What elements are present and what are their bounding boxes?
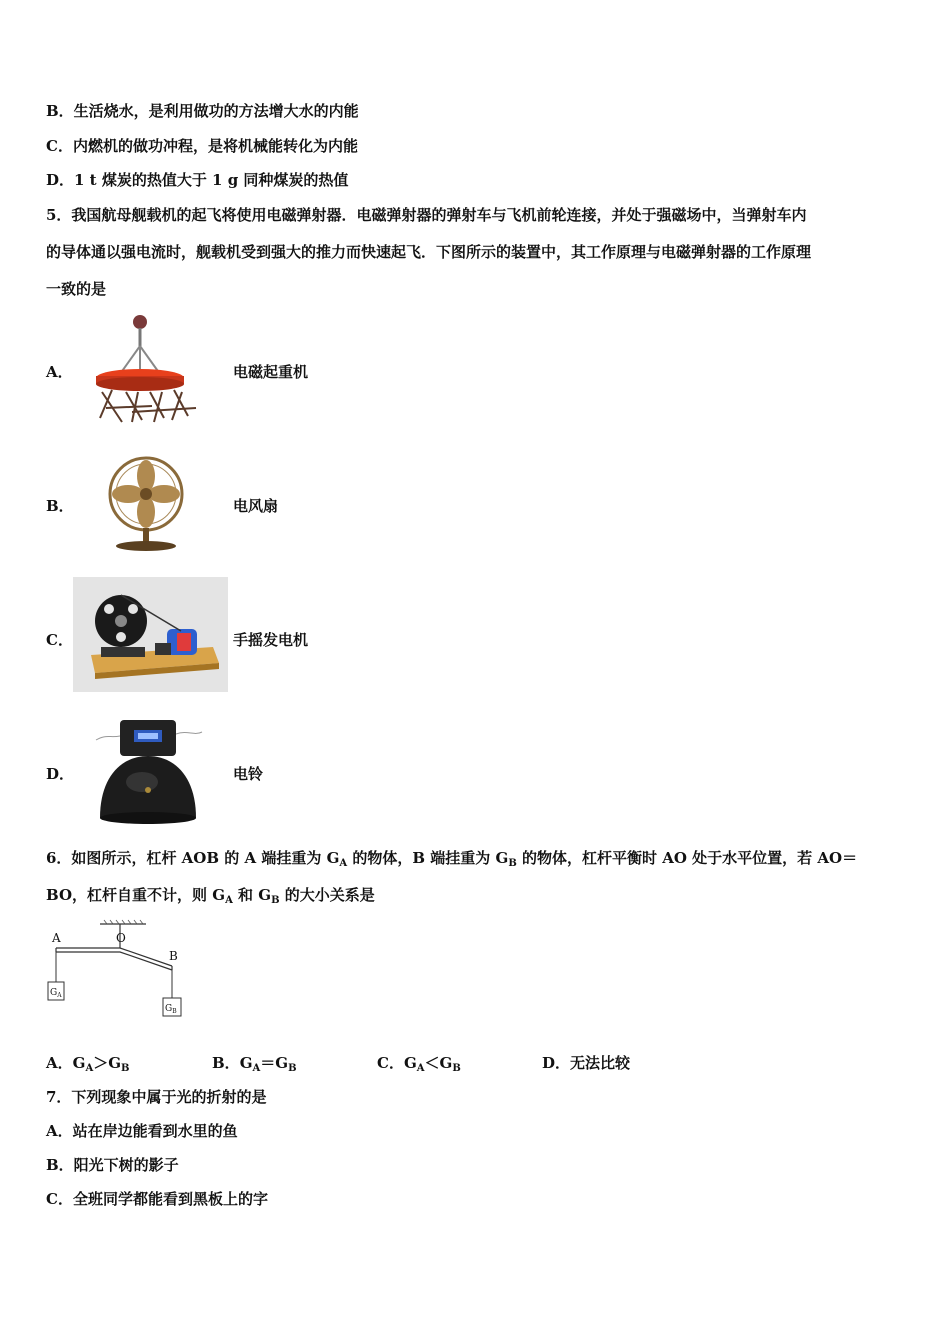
q6-option-b: B．$G_A=G_B$ [212,1054,297,1074]
weight-b-label: $G_B$ [165,1004,177,1015]
q4-option-c: C．内燃机的做功冲程，是将机械能转化为内能 [46,137,358,155]
q7-option-b: B．阳光下树的影子 [46,1156,179,1174]
q4-option-b: B．生活烧水，是利用做功的方法增大水的内能 [46,102,359,120]
electric-fan-icon [98,456,194,552]
q5-option-a-letter: A． [46,363,73,381]
q5-option-d-letter: D． [46,765,75,783]
q6-option-c: C．$G_A<G_B$ [377,1054,461,1074]
q6-stem-line-2: BO，杠杆自重不计，则 $G_A$ 和 $G_B$ 的大小关系是 [46,886,375,906]
q5-option-c-caption: 手摇发电机 [233,631,309,649]
lever-label-o: O [116,931,126,945]
q7-stem: 7．下列现象中属于光的折射的是 [46,1088,267,1106]
q7-option-c: C．全班同学都能看到黑板上的字 [46,1190,268,1208]
q5-option-d-caption: 电铃 [233,765,264,783]
lever-label-a: A [52,931,61,945]
hand-crank-generator-icon [73,577,228,692]
electric-bell-icon [92,712,206,826]
q6-option-d: D．无法比较 [542,1054,631,1072]
q5-stem-line-2: 的导体通以强电流时，舰载机受到强大的推力而快速起飞．下图所示的装置中，其工作原理与电磁弹射器的工作原理 [46,243,812,261]
lever-label-b: B [169,949,178,963]
q5-stem-line-3: 一致的是 [46,280,107,298]
weight-a-label: $G_A$ [50,988,62,999]
q5-option-a-caption: 电磁起重机 [233,363,309,381]
q6-option-a: A．$G_A>G_B$ [46,1054,130,1074]
q4-option-d: D．1 t 煤炭的热值大于 1 g 同种煤炭的热值 [46,171,349,189]
q5-option-c-letter: C． [46,631,73,649]
q5-option-b-letter: B． [46,497,74,515]
lever-diagram [44,916,189,1022]
electromagnetic-crane-icon [92,312,212,426]
lever-bar [56,948,172,966]
q6-stem-line-1: 6．如图所示，杠杆 AOB 的 A 端挂重为 $G_A$ 的物体，B 端挂重为 $G_B$ 的物体，杠杆平衡时 AO 处于水平位置，若 AO＝ [46,849,858,869]
q7-option-a: A．站在岸边能看到水里的鱼 [46,1122,238,1140]
q5-stem-line-1: 5．我国航母舰载机的起飞将使用电磁弹射器．电磁弹射器的弹射车与飞机前轮连接，并处于强磁场中，当弹射车内 [46,206,807,224]
q5-option-b-caption: 电风扇 [233,497,279,515]
